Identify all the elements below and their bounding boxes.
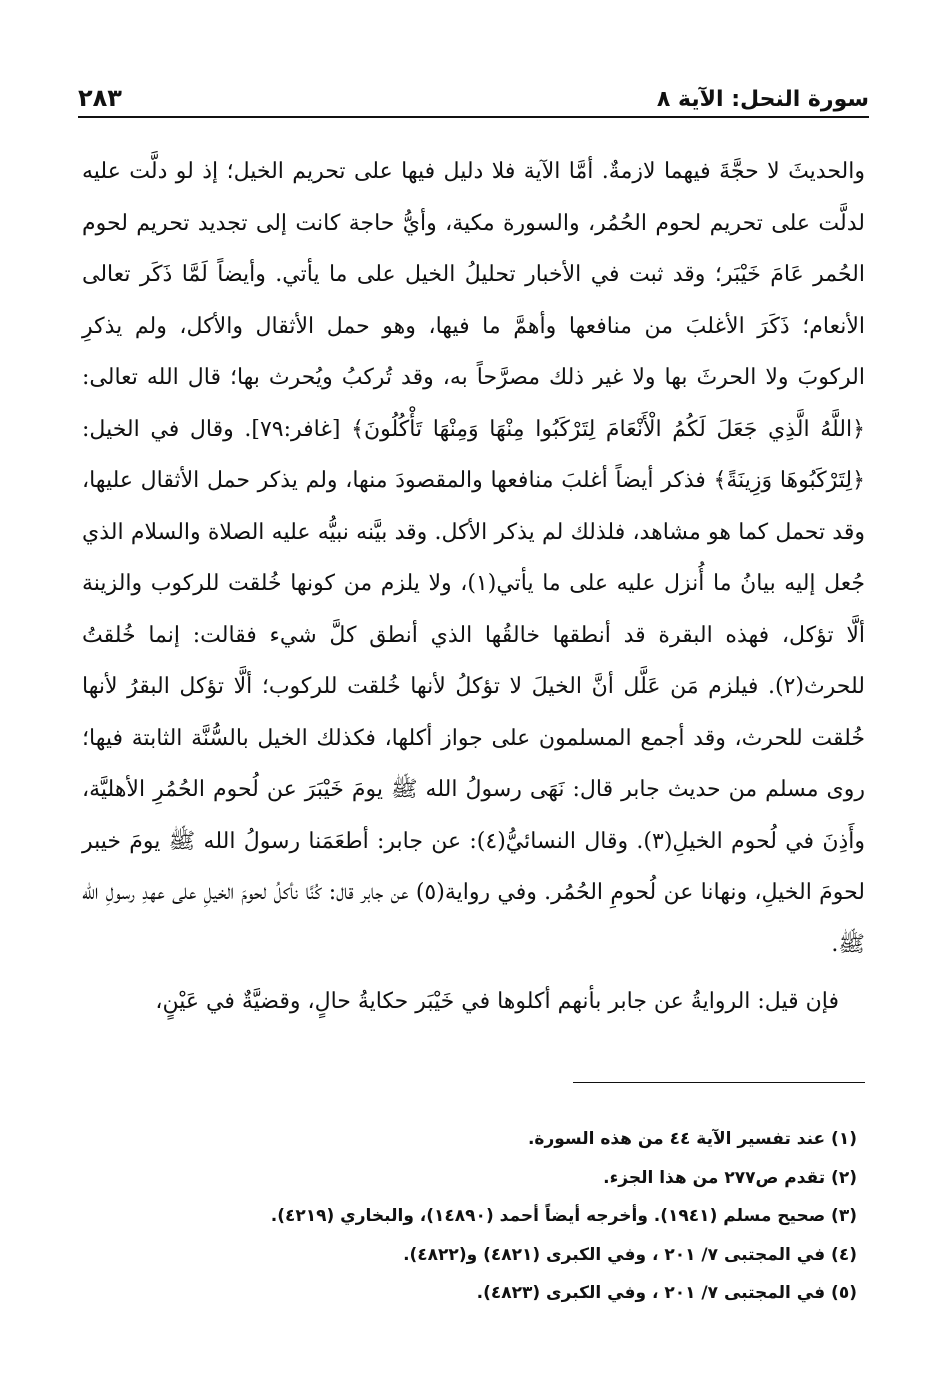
footnotes (82, 1120, 857, 1313)
page-number: ٢٨٣ (78, 84, 122, 112)
footnote-item: (٣) صحيح مسلم (١٩٤١). وأخرجه أيضاً أحمد (١٤٨٩٠)، والبخاري (٤٢١٩). (270, 1206, 857, 1226)
paragraph: فإن قيل: الروايةُ عن جابر بأنهم أكلوها في خَيْبَر حكايةُ حالٍ، وقضيَّةٌ في عَيْنٍ، (155, 989, 839, 1014)
page-header (78, 78, 869, 118)
footnote-item: (١) عند تفسير الآية ٤٤ من هذه السورة. (527, 1129, 857, 1149)
running-title: سورة النحل: الآية ٨ (656, 87, 869, 112)
footnote-item: (٤) في المجتبى ٧/ ٢٠١ ، وفي الكبرى (٤٨٢١) و(٤٨٢٢). (403, 1244, 857, 1265)
paragraph: والحديثَ لا حجَّةَ فيهما لازمةٌ. أمَّا الآية فلا دليل فيها على تحريم الخيل؛ إذ لو دلَّت عليه لدلَّت على تحريم لحوم الحُمُر، والسورة مكية، وأيُّ حاجة كانت إلى تجديد تحريم لحوم الحُمر عَامَ خَيْبَر؛ وقد ثبت في الأخبار تحليلُ الخيل على ما يأتي. وأيضاً لَمَّا ذَكَر تعالى الأنعام؛ ذَكَرَ الأغلبَ من منافعها وأهمَّ ما فيها، وهو حمل الأثقال والأكل، ولم يذكرِ الركوبَ ولا الحرثَ بها ولا غير ذلك مصرَّحاً به، وقد تُركبُ ويُحرث بها؛ قال الله تعالى: ﴿اللَّهُ الَّذِي جَعَلَ لَكُمُ الْأَنْعَامَ لِتَرْكَبُوا مِنْهَا وَمِنْهَا تَأْكُلُونَ﴾ [غافر:٧٩]. وقال في الخيل: ﴿لِتَرْكَبُوهَا وَزِينَةً﴾ فذكر أيضاً أغلبَ منافعها والمقصودَ منها، ولم يذكر حمل الأثقال عليها، وقد تحمل كما هو مشاهد، فلذلك لم يذكر الأكل. وقد بيَّنه نبيُّه عليه الصلاة والسلام الذي جُعل إليه بيانُ ما أُنزل عليه على ما يأتي(١)، ولا يلزم من كونها خُلقت للركوب والزينة ألَّا تؤكل، فهذه البقرة قد أنطقها خالقُها الذي أنطق كلَّ شيء فقالت: إنما خُلقتُ للحرث(٢). فيلزم مَن عَلَّل أنَّ الخيلَ لا تؤكلُ لأنها خُلقت للركوب؛ ألَّا تؤكل البقرُ لأنها خُلقت للحرث، وقد أجمع المسلمون على جواز أكلها، فكذلك الخيل بالسُّنَّة الثابتة فيها؛ روى مسلم من حديث جابر قال: نَهَى رسولُ الله ﷺ يومَ خَيْبَرَ عن لُحوم الحُمُرِ الأهليَّة، وأَذِنَ في لُحوم الخيلِ(٣). وقال النسائيُّ(٤): عن جابر: أطعَمَنا رسولُ الله ﷺ يومَ خيبر لحومَ الخيلِ، ونهانا عن لُحومِ الحُمُر. وفي رواية(٥) عن جابر قال: كُنَّا نأكلُ لحومَ الخيلِ على عهدِ رسولِ الله ﷺ. (82, 159, 866, 957)
footnote-separator (573, 1082, 865, 1083)
footnote-item: (٥) في المجتبى ٧/ ٢٠١ ، وفي الكبرى (٤٨٢٣). (476, 1283, 857, 1303)
main-text (82, 146, 865, 1028)
footnote-item: (٢) تقدم ص٢٧٧ من هذا الجزء. (603, 1167, 857, 1188)
